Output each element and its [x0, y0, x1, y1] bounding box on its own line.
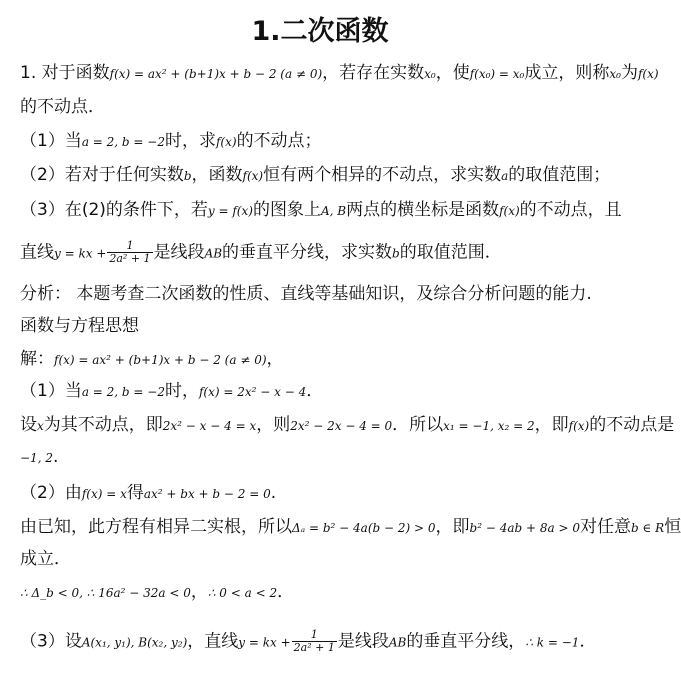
formula: −1, 2	[20, 451, 53, 465]
text: 由已知，此方程有相异二实根，所以	[20, 517, 292, 537]
formula: f(x)	[568, 419, 590, 433]
text: 得	[126, 483, 144, 503]
problem-line-2	[20, 96, 632, 118]
formula: ∴ 0 < a < 2	[207, 586, 278, 600]
text: ．	[277, 582, 295, 602]
formula: x	[37, 419, 44, 433]
text: 时，	[164, 381, 199, 401]
formula: f(x)	[242, 169, 264, 183]
formula: f(x) = x	[81, 487, 127, 501]
formula: x₀	[609, 67, 621, 81]
solution-line-1	[20, 348, 632, 371]
problem-part-3-cont	[20, 240, 632, 265]
text: ．所以	[392, 415, 444, 435]
text: ，	[190, 582, 208, 602]
text: （1）当	[20, 131, 82, 151]
text: 的图象上	[252, 200, 321, 220]
formula: 2x² − 2x − 4 = 0	[290, 419, 393, 433]
formula: b	[392, 246, 400, 261]
solution-line-7	[20, 548, 632, 570]
formula: b	[183, 169, 192, 183]
formula: b² − 4ab + 8a > 0	[469, 521, 580, 535]
formula: f(x)	[499, 204, 520, 218]
text: 解：	[20, 349, 54, 369]
problem-part-2	[20, 164, 632, 187]
text: 设	[20, 415, 37, 435]
formula: y = kx +	[238, 635, 291, 650]
text: （2）由	[20, 483, 82, 503]
text: 的不动点．	[20, 97, 105, 117]
text: （1）当	[20, 381, 82, 401]
formula: ax² + bx + b − 2 = 0	[143, 487, 271, 501]
fraction-denominator: 2a² + 1	[293, 641, 335, 654]
text: 的不动点，且	[519, 200, 622, 220]
formula: b ∈ R	[630, 521, 665, 535]
page-title: 1.二次函数	[251, 16, 389, 47]
formula: f(x) = ax² + (b+1)x + b − 2 (a ≠ 0)	[54, 353, 267, 367]
text: ，直线	[187, 631, 239, 652]
text: 的取值范围．	[399, 242, 502, 263]
formula: a	[501, 169, 509, 183]
text: 为其不动点，即	[43, 415, 163, 435]
text: ，使	[435, 63, 470, 83]
text: 函数与方程思想	[20, 316, 139, 336]
solution-line-3	[20, 414, 675, 437]
formula: A(x₁, y₁), B(x₂, y₂)	[81, 635, 188, 650]
text: （3）设	[20, 631, 82, 652]
text: ，即	[435, 517, 470, 537]
problem-line-1	[20, 62, 659, 85]
text: 的垂直平分线，求实数	[222, 242, 393, 263]
solution-line-8	[20, 581, 632, 604]
text: 恒有两个相异的不动点，求实数	[263, 165, 502, 185]
solution-part-2	[20, 482, 632, 505]
solution-part-1	[20, 380, 632, 403]
solution-line-4	[20, 446, 632, 469]
fraction-numerator: 1	[107, 240, 152, 253]
fraction-denominator: 2a² + 1	[109, 252, 151, 265]
solution-line-6	[20, 516, 681, 539]
text: （3）在(2)的条件下，若	[20, 200, 208, 220]
text: .	[52, 447, 59, 467]
formula: ∴ k = −1	[525, 635, 580, 650]
formula: ∴ Δ_b < 0, ∴ 16a² − 32a < 0	[20, 586, 191, 600]
formula: AB	[204, 246, 223, 261]
problem-part-1	[20, 130, 632, 153]
formula: y = f(x)	[207, 204, 253, 218]
text: ，	[266, 349, 284, 369]
text: 成立．	[20, 549, 71, 569]
formula: a = 2, b = −2	[81, 135, 165, 149]
text: 的取值范围；	[508, 165, 611, 185]
formula: f(x) = ax² + (b+1)x + b − 2 (a ≠ 0)	[109, 67, 323, 81]
text: 对任意	[579, 517, 631, 537]
formula: x₁ = −1, x₂ = 2	[443, 419, 535, 433]
text: 成立，则称	[524, 63, 610, 83]
text: 恒	[664, 517, 681, 537]
analysis	[20, 283, 632, 305]
formula: 2x² − x − 4 = x	[162, 419, 257, 433]
text: 的不动点是	[589, 415, 675, 435]
text: 直线	[20, 242, 54, 263]
method	[20, 315, 632, 337]
problem-part-3	[20, 199, 632, 222]
text: 是线段	[153, 242, 205, 263]
text: 1. 对于函数	[20, 63, 110, 83]
fraction-numerator: 1	[292, 629, 337, 642]
formula: A, B	[320, 204, 347, 218]
text: 分析： 本题考查二次函数的性质、直线等基础知识，及综合分析问题的能力.	[20, 284, 592, 304]
text: 两点的横坐标是函数	[346, 200, 500, 220]
formula: y = kx +	[54, 246, 107, 261]
text: 的不动点；	[236, 131, 322, 151]
text: ，函数	[191, 165, 243, 185]
formula: Δₐ = b² − 4a(b − 2) > 0	[292, 521, 436, 535]
formula: f(x)	[637, 67, 659, 81]
text: ，若存在实数	[322, 63, 425, 83]
text: （2）若对于任何实数	[20, 165, 184, 185]
text: 的垂直平分线，	[406, 631, 526, 652]
formula: AB	[388, 635, 407, 650]
text: ，则	[256, 415, 291, 435]
text: ，即	[534, 415, 569, 435]
fraction	[292, 629, 337, 654]
text: ．	[306, 381, 324, 401]
text: .	[270, 483, 277, 503]
formula: x₀	[424, 67, 436, 81]
formula: f(x) = 2x² − x − 4	[198, 385, 307, 399]
formula: f(x₀) = x₀	[469, 67, 525, 81]
text: 为	[620, 63, 638, 83]
formula: f(x)	[215, 135, 237, 149]
text: 是线段	[337, 631, 389, 652]
text: 时，求	[164, 131, 216, 151]
solution-part-3	[20, 629, 632, 654]
fraction	[107, 240, 152, 265]
text: ．	[579, 631, 597, 652]
formula: a = 2, b = −2	[81, 385, 165, 399]
